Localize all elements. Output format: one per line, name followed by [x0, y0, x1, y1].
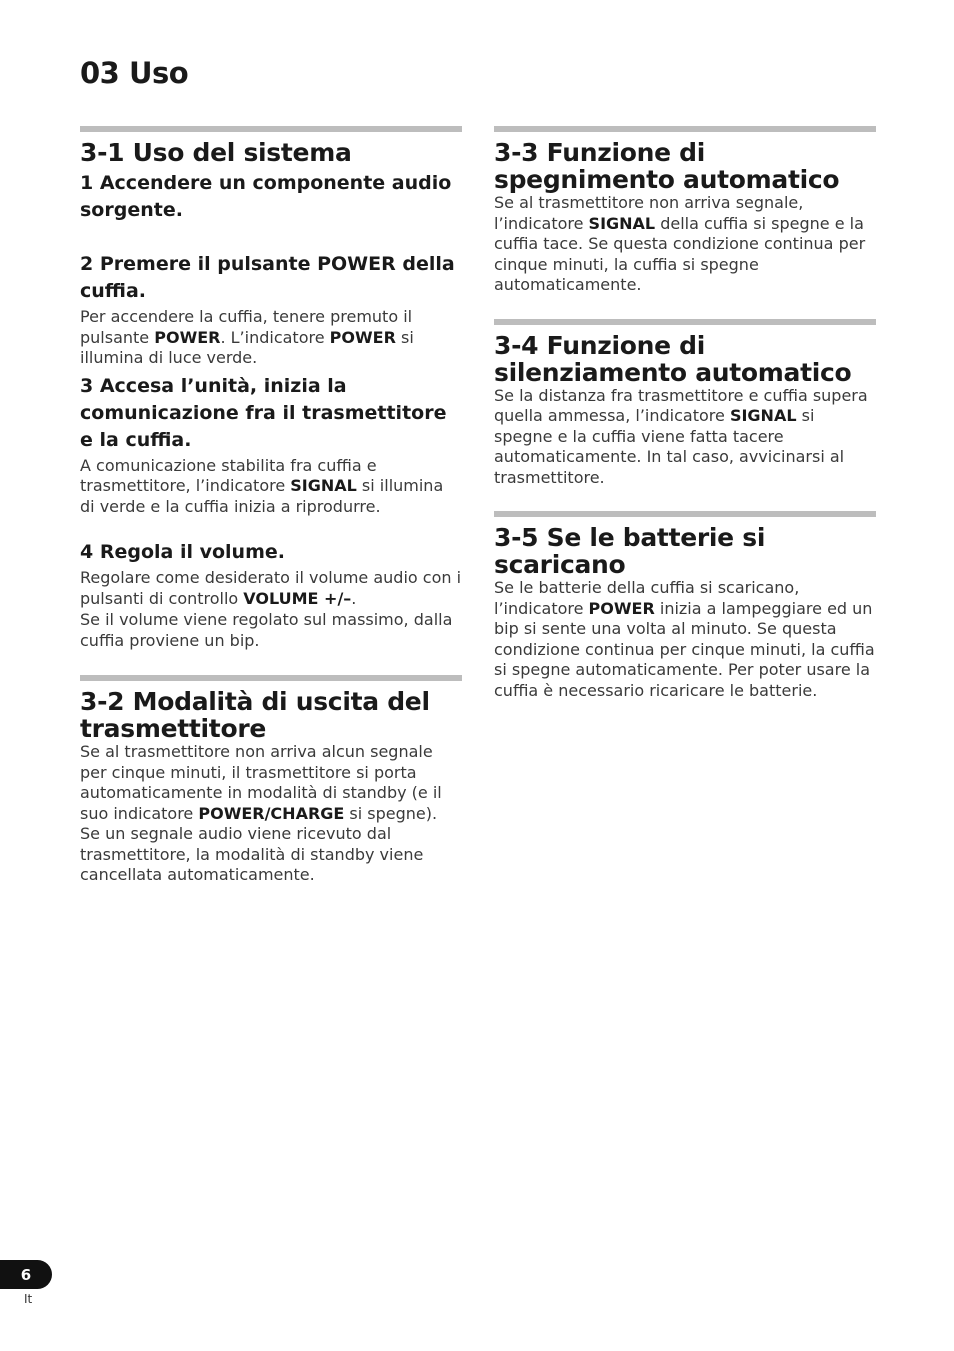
section-title: 3-3 Funzione di spegnimento automatico	[494, 138, 840, 194]
section-text: Se le batterie della cuffia si scaricano, l’indicatore POWER inizia a lampeggiare ed un bip si sente una volta al minuto. Se questa condizione continua per cinque minuti, la cuffia si spegne automaticamente. Per poter usare la cuffia è necessario ricaricare le batterie.	[494, 578, 875, 700]
section-rule	[80, 126, 462, 132]
step-4-title: 4 Regola il volume.	[80, 541, 285, 563]
section-rule	[494, 511, 876, 517]
section-3-4	[494, 319, 876, 489]
page-number: 6	[20, 1265, 32, 1284]
left-column	[80, 126, 462, 886]
section-3-5	[494, 511, 876, 701]
section-3-3	[494, 126, 876, 296]
step-4-note: Se il volume viene regolato sul massimo, dalla cuffia proviene un bip.	[80, 610, 453, 650]
step-1-title: 1 Accendere un componente audio sorgente.	[80, 172, 452, 221]
section-title: 3-2 Modalità di uscita del trasmettitore	[80, 687, 430, 743]
step-2-title: 2 Premere il pulsante POWER della cuffia.	[80, 253, 455, 302]
section-title: 3-1 Uso del sistema	[80, 138, 352, 167]
section-rule	[494, 319, 876, 325]
section-rule	[494, 126, 876, 132]
right-column	[494, 126, 876, 701]
step-3-text: A comunicazione stabilita fra cuffia e trasmettitore, l’indicatore SIGNAL si illumina di verde e la cuffia inizia a riprodurre.	[80, 455, 444, 516]
step-4-text: Regolare come desiderato il volume audio con i pulsanti di controllo VOLUME +/–.	[80, 568, 462, 608]
section-rule	[80, 675, 462, 681]
section-text: Se al trasmettitore non arriva alcun segnale per cinque minuti, il trasmettitore si porta automaticamente in modalità di standby (e il suo indicatore POWER/CHARGE si spegne). Se un segnale audio viene ricevuto dal trasmettitore, la modalità di standby viene cancellata automaticamente.	[80, 742, 442, 884]
section-text: Se la distanza fra trasmettitore e cuffia supera quella ammessa, l’indicatore SIGNAL si spegne e la cuffia viene fatta tacere automaticamente. In tal caso, avvicinarsi al trasmettitore.	[494, 385, 868, 487]
section-text: Se al trasmettitore non arriva segnale, l’indicatore SIGNAL della cuffia si spegne e la cuffia tace. Se questa condizione continua per cinque minuti, la cuffia si spegne automaticamente.	[494, 193, 866, 294]
chapter-title: 03 Uso	[80, 56, 189, 90]
step-3-title: 3 Accesa l’unità, inizia la comunicazione fra il trasmettitore e la cuffia.	[80, 374, 447, 451]
step-2-text: Per accendere la cuffia, tenere premuto il pulsante POWER. L’indicatore POWER si illumina di luce verde.	[80, 307, 414, 367]
section-title: 3-4 Funzione di silenziamento automatico	[494, 330, 852, 387]
section-3-2	[80, 675, 462, 886]
section-3-1	[80, 126, 462, 651]
section-title: 3-5 Se le batterie si scaricano	[494, 523, 766, 579]
language-code: It	[24, 1292, 33, 1306]
